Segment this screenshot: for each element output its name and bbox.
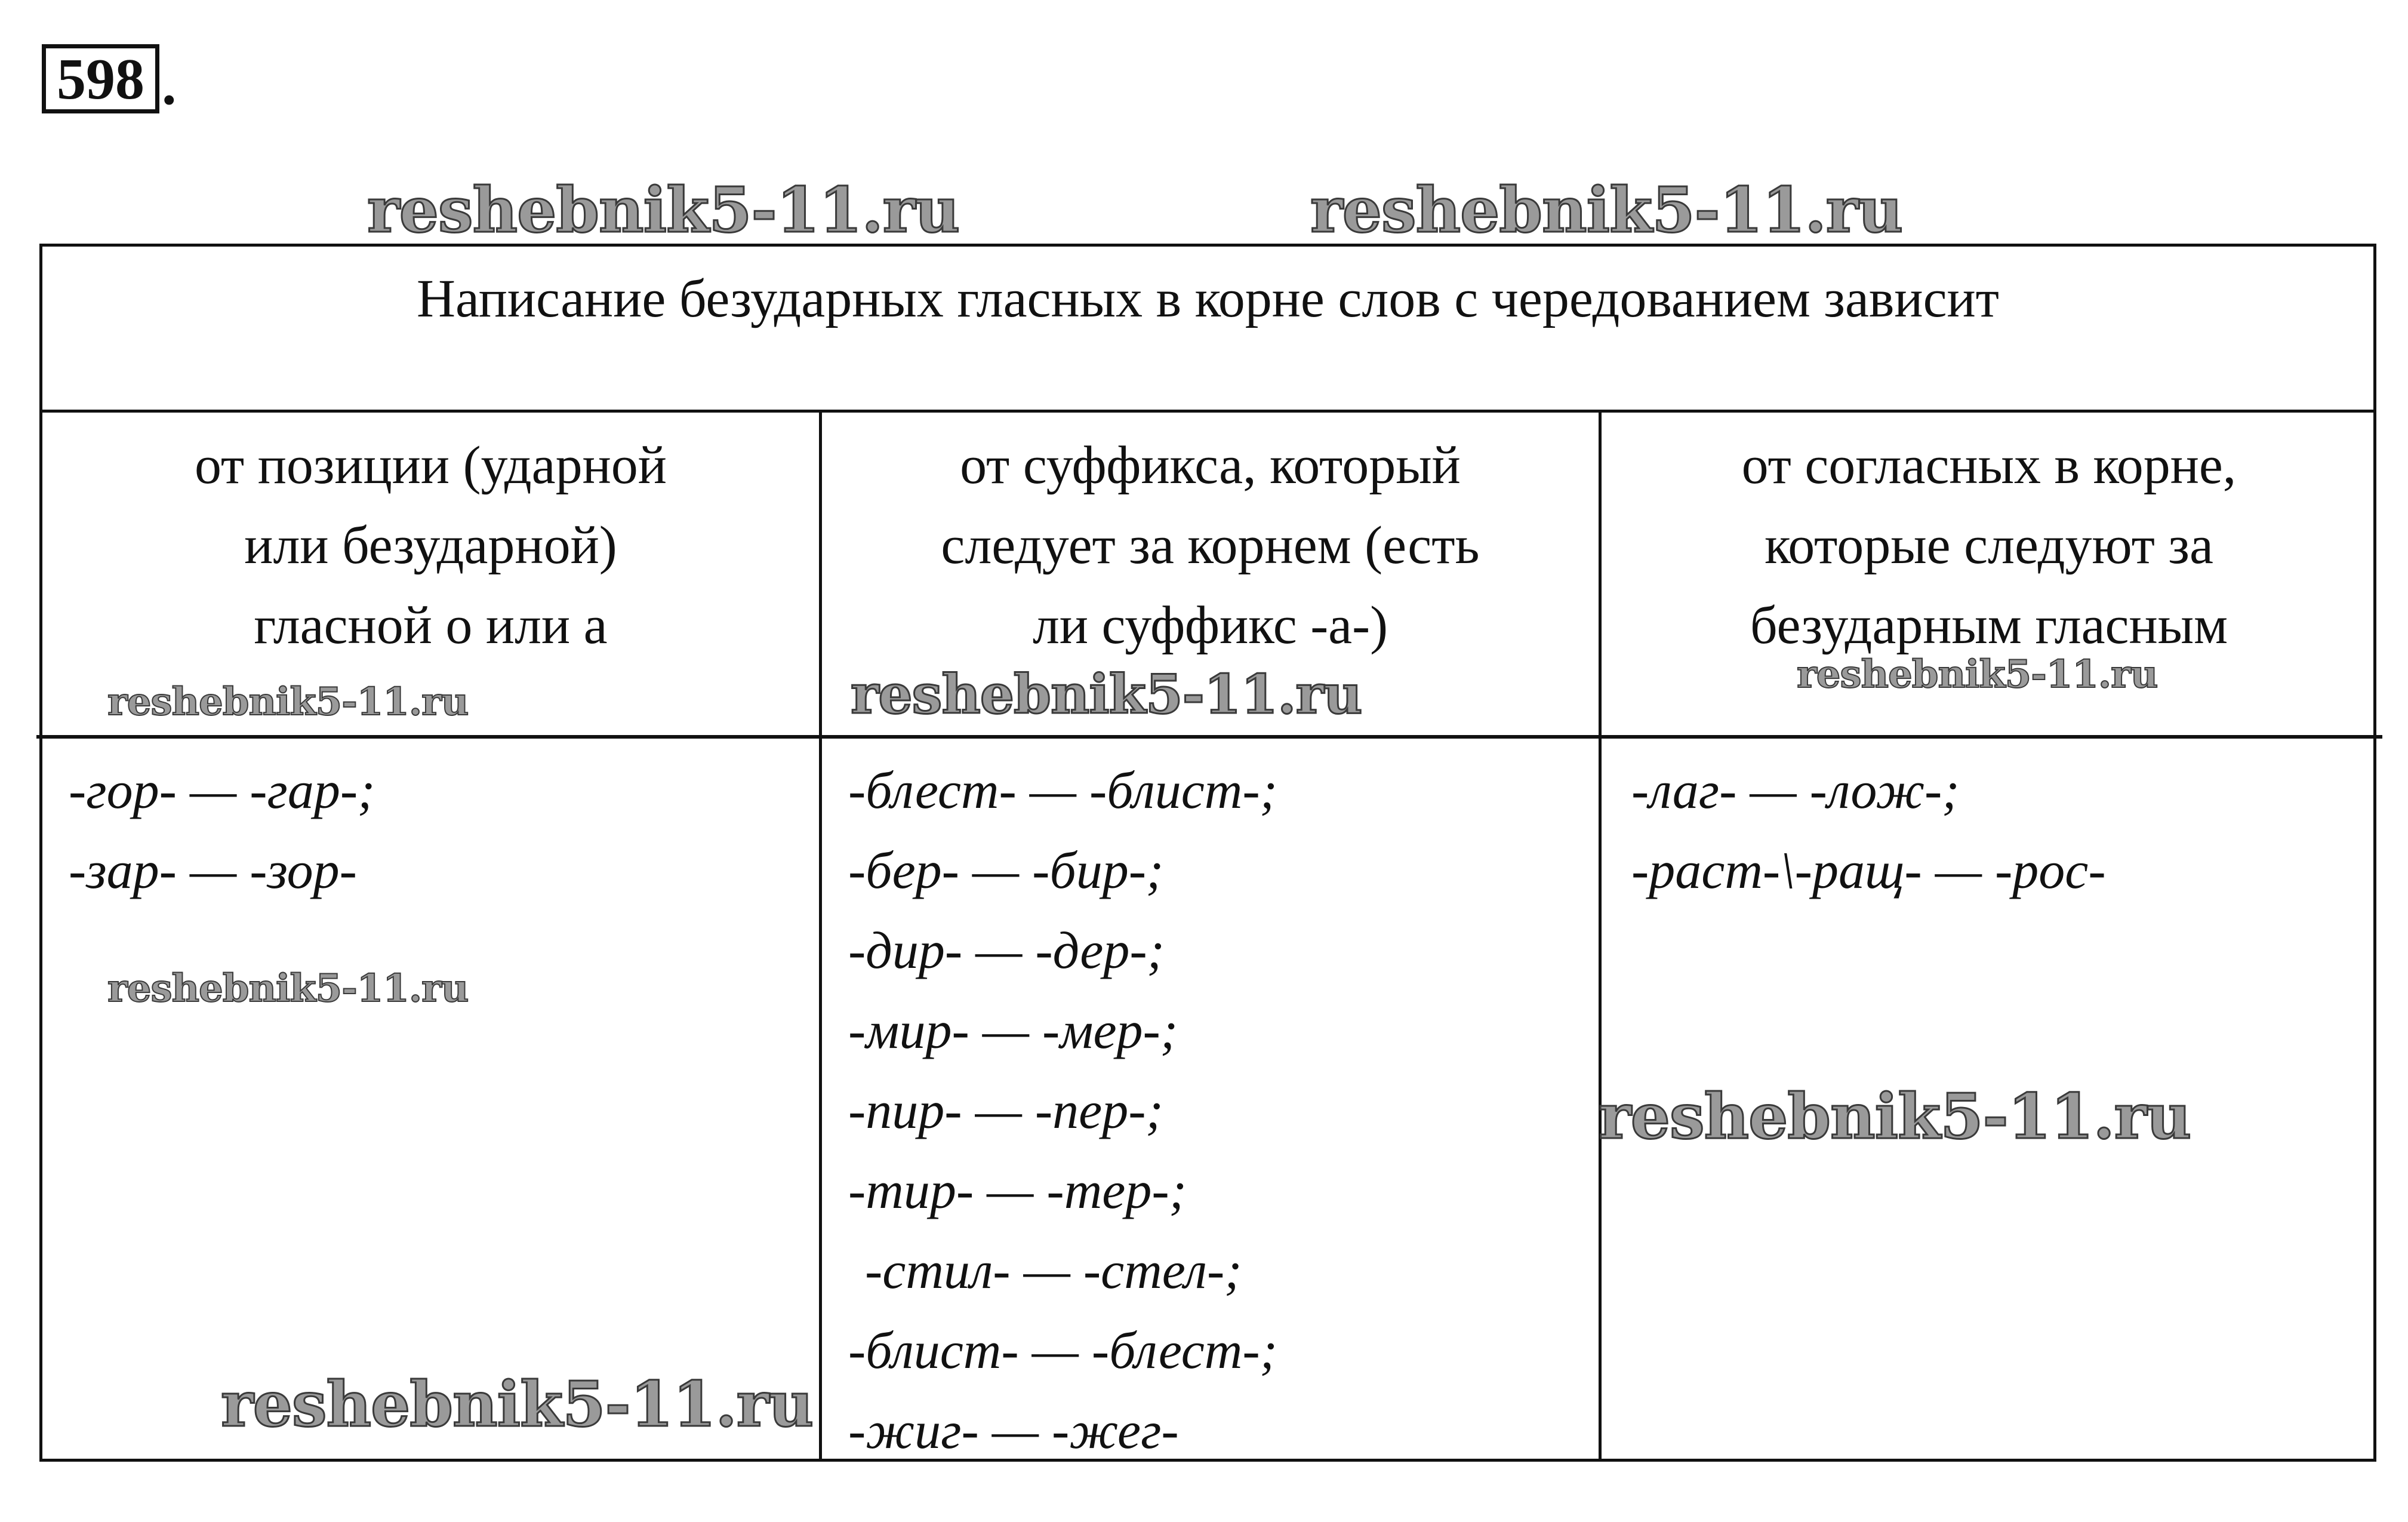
root-pair: -раст-\-ращ- — -рос- [1631,842,2106,900]
root-pair: -гор- — -гар-; [69,762,375,820]
root-pair: -дир- — -дер-; [848,922,1165,980]
watermark: reshebnik5-11.ru [107,966,469,1011]
subheader-line: от согласных в корне, [1741,436,2237,495]
root-pair: -зар- — -зор- [69,842,357,900]
subheader-line: или безударной) [244,516,617,575]
subheader-line: безударным гласным [1750,596,2228,655]
table-header: Написание безударных гласных в корне слов с чередованием зависит [42,247,2373,413]
column-position-roots [42,738,822,1459]
watermark: reshebnik5-11.ru [107,679,469,724]
subheader-line: которые следуют за [1765,516,2213,575]
subheader-line: следует за корнем (есть [941,516,1480,575]
root-pair: -бер- — -бир-; [848,842,1164,900]
watermark: reshebnik5-11.ru [1599,1080,2191,1153]
subheader-line: гласной о или а [254,596,608,655]
watermark: reshebnik5-11.ru [221,1367,814,1441]
root-pair: -мир- — -мер-; [848,1002,1178,1060]
watermark: reshebnik5-11.ru [851,663,1362,726]
exercise-number-dot: . [162,53,177,117]
root-pair: -стил- — -стел-; [865,1242,1242,1300]
subheader-line: ли суффикс -а-) [1032,596,1388,655]
exercise-number-box: 598 [42,44,159,113]
subheader-line: от суффикса, который [960,436,1461,495]
root-pair: -тир- — -тер-; [848,1162,1187,1220]
root-pair: -лаг- — -лож-; [1631,762,1960,820]
root-pair: -блист- — -блест-; [848,1322,1277,1380]
alternation-table [39,244,2376,1462]
root-pair: -блест- — -блист-; [848,762,1277,820]
subheader-line: от позиции (ударной [195,436,667,495]
watermark: reshebnik5-11.ru [367,173,960,247]
watermark: reshebnik5-11.ru [1797,652,2158,697]
column-suffix-roots [822,738,1602,1459]
exercise-number [42,47,177,117]
root-pair: -пир- — -пер-; [848,1082,1163,1140]
watermark: reshebnik5-11.ru [1310,173,1903,247]
root-pair: -жиг- — -жег- [848,1402,1179,1460]
